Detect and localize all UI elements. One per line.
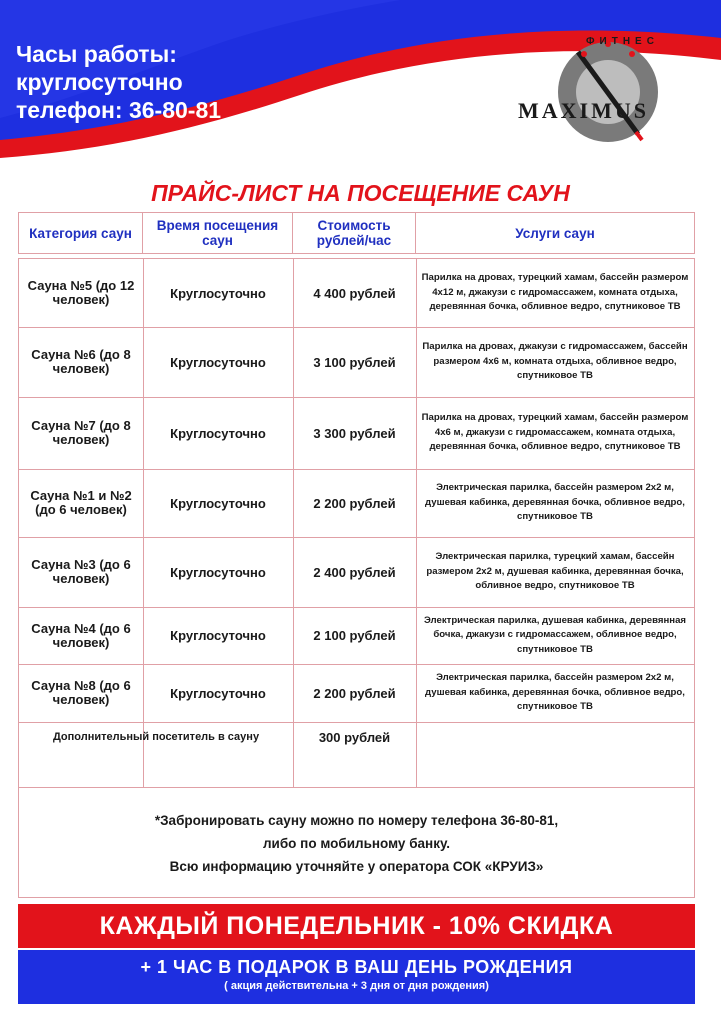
page-title: ПРАЙС-ЛИСТ НА ПОСЕЩЕНИЕ САУН: [151, 180, 570, 206]
col-header-services: Услуги саун: [515, 225, 595, 241]
sauna-name: Сауна №7 (до 8 человек): [31, 418, 131, 447]
table-row: [19, 664, 694, 722]
sauna-time: Круглосуточно: [170, 495, 266, 511]
hours-label: Часы работы:: [16, 41, 177, 67]
price-table: [18, 258, 695, 788]
sauna-services: Парилка на дровах, джакузи с гидромассажем, бассейн размером 4х6 м, комната отдыха, обливное ведро, спутниковое ТВ: [422, 341, 688, 382]
logo-word: MAXIMUS: [518, 98, 649, 123]
table-row: [19, 607, 694, 664]
sauna-price: 3 300 рублей: [313, 425, 396, 441]
birthday-offer: + 1 ЧАС В ПОДАРОК В ВАШ ДЕНЬ РОЖДЕНИЯ: [140, 957, 573, 977]
logo-top-text: ФИТНЕС: [586, 36, 659, 47]
sauna-price: 2 100 рублей: [313, 628, 396, 643]
monday-discount-banner: КАЖДЫЙ ПОНЕДЕЛЬНИК - 10% СКИДКА: [18, 904, 695, 948]
sauna-name: Сауна №8 (до 6 человек): [31, 678, 131, 707]
sauna-services: Электрическая парилка, бассейн размером 2х2 м, душевая кабинка, деревянная бочка, обливное ведро, спутниковое ТВ: [425, 482, 685, 523]
sauna-price: 2 400 рублей: [313, 564, 396, 580]
phone: телефон: 36-80-81: [16, 97, 222, 123]
sauna-services: Электрическая парилка, бассейн размером 2х2 м, душевая кабинка, деревянная бочка, обливное ведро, спутниковое ТВ: [425, 672, 685, 713]
sauna-name: Сауна №5 (до 12 человек): [27, 278, 135, 307]
sauna-name: Сауна №6 (до 8 человек): [31, 347, 131, 376]
working-hours: [16, 40, 221, 124]
maximus-logo: [518, 22, 694, 146]
col-header-category: Категория саун: [19, 213, 143, 253]
col-header-time: Время посещения саун: [143, 213, 293, 253]
extra-visitor-row: [19, 722, 694, 752]
col-header-price: Стоимость рублей/час: [293, 213, 416, 253]
hours-value: круглосуточно: [16, 69, 183, 95]
sauna-time: Круглосуточно: [170, 628, 266, 643]
sauna-services: Электрическая парилка, душевая кабинка, деревянная бочка, джакузи с гидромассажем, обливное ведро, спутниковое ТВ: [423, 614, 687, 655]
sauna-name: Сауна №1 и №2 (до 6 человек): [30, 488, 132, 517]
sauna-services: Парилка на дровах, турецкий хамам, бассейн размером 4х12 м, джакузи с гидромассажем, комната отдыха, деревянная бочка, обливное ведро, спутниковое ТВ: [421, 272, 689, 313]
birthday-banner: [18, 950, 695, 1004]
extra-visitor-price: 300 рублей: [318, 729, 391, 745]
booking-note: [18, 788, 695, 898]
sauna-price: 2 200 рублей: [313, 495, 396, 511]
sauna-name: Сауна №3 (до 6 человек): [31, 557, 131, 586]
note-line-3: Всю информацию уточняйте у оператора СОК «КРУИЗ»: [169, 859, 544, 874]
sauna-time: Круглосуточно: [170, 425, 266, 441]
table-row: [19, 259, 694, 327]
header-banner: [0, 0, 721, 170]
extra-visitor-label: Дополнительный посетитель в сауну: [52, 731, 260, 743]
birthday-offer-note: ( акция действительна + 3 дня от дня рождения): [224, 980, 489, 992]
sauna-price: 4 400 рублей: [313, 285, 396, 301]
table-row: [19, 397, 694, 469]
sauna-price: 2 200 рублей: [313, 685, 396, 701]
note-line-1: *Забронировать сауну можно по номеру телефона 36-80-81,: [154, 813, 559, 828]
table-row: [19, 537, 694, 607]
table-header: [18, 212, 695, 254]
sauna-time: Круглосуточно: [170, 354, 266, 370]
sauna-services: Электрическая парилка, турецкий хамам, бассейн размером 2х2 м, душевая кабинка, деревянная бочка, обливное ведро, спутниковое ТВ: [426, 551, 684, 592]
sauna-price: 3 100 рублей: [313, 354, 396, 370]
table-row: [19, 469, 694, 537]
sauna-name: Сауна №4 (до 6 человек): [31, 620, 131, 650]
note-line-2: либо по мобильному банку.: [262, 836, 451, 851]
sauna-time: Круглосуточно: [170, 685, 266, 701]
table-row: [19, 327, 694, 397]
sauna-time: Круглосуточно: [170, 285, 266, 301]
sauna-services: Парилка на дровах, турецкий хамам, бассейн размером 4х6 м, джакузи с гидромассажем, комната отдыха, деревянная бочка, обливное ведро, спутниковое ТВ: [421, 412, 689, 453]
sauna-time: Круглосуточно: [170, 564, 266, 580]
